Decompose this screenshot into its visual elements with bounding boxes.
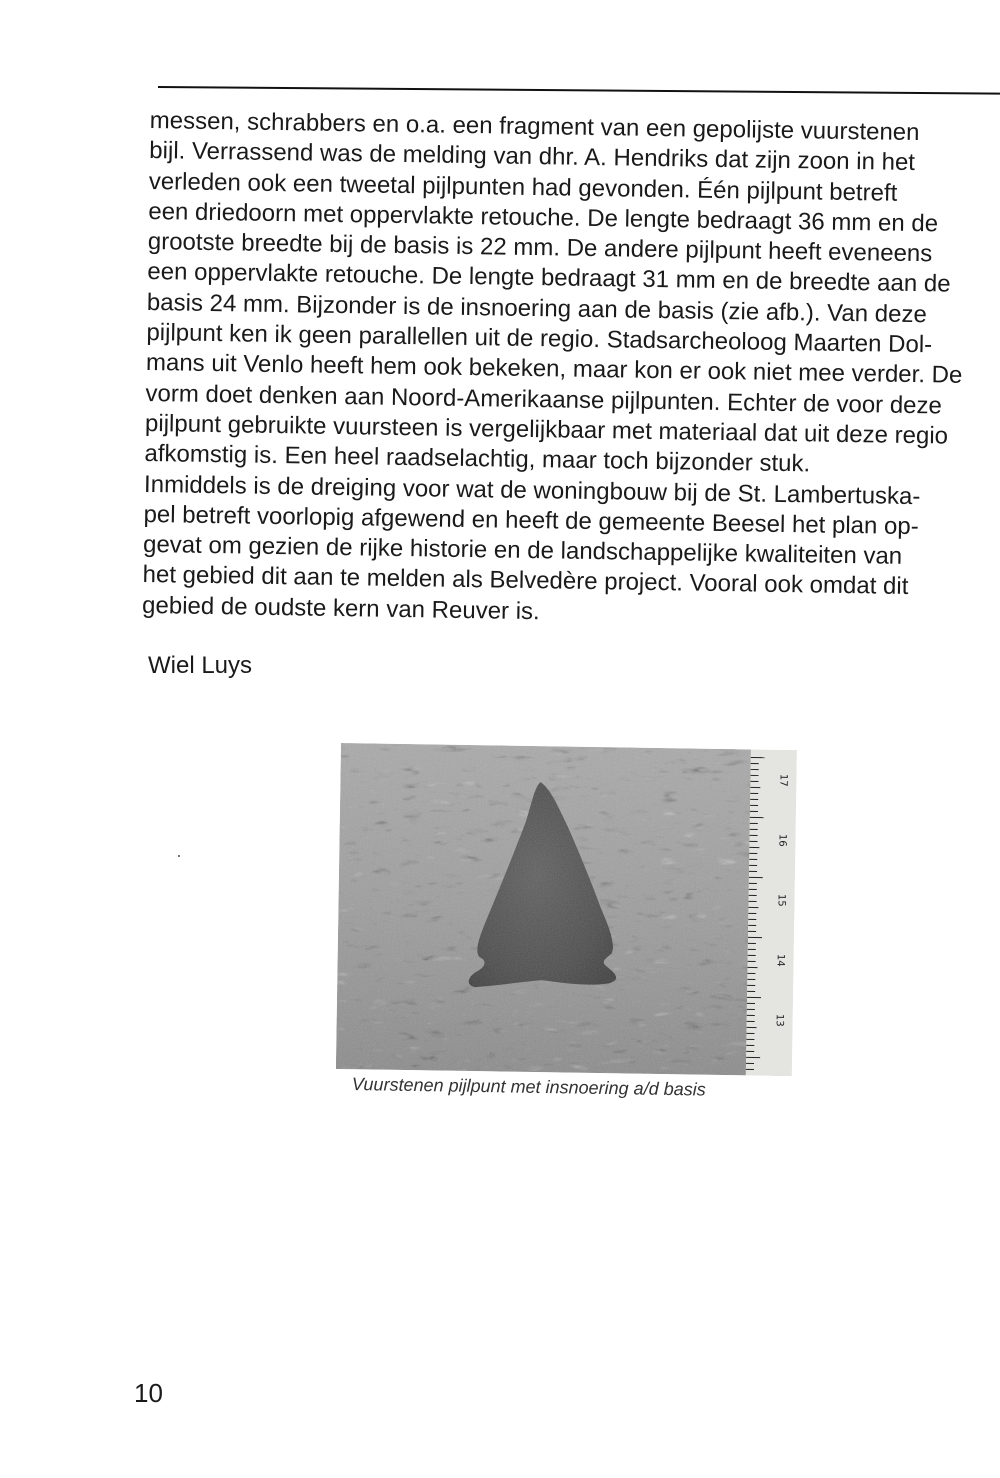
article-line: afkomstig is. Een heel raadselachtig, maar toch bijzonder stuk. [144,440,811,478]
article-line: een oppervlakte retouche. De lengte bedraagt 31 mm en de breedte aan de [147,258,951,299]
article-line: mans uit Venlo heeft hem ook bekeken, maar kon er ook niet mee verder. De [145,349,963,390]
ruler-label: 14 [774,953,786,967]
author-signature: Wiel Luys [148,652,253,679]
header-rule [158,86,1000,95]
article-line: Inmiddels is de dreiging voor wat de woningbouw bij de St. Lambertuska- [143,470,921,510]
ruler-label: 15 [775,893,787,907]
article-line: messen, schrabbers en o.a. een fragment van een gepolijste vuurstenen [149,106,920,147]
ruler-label: 17 [777,773,789,787]
article-line: pijlpunt ken ik geen parallellen uit de regio. Stadsarcheoloog Maarten Dol- [146,319,933,359]
article-body [142,106,1000,635]
article-line: pijlpunt gebruikte vuursteen is vergelijkbaar met materiaal dat uit deze regio [144,409,949,450]
article-line: pel betreft voorlopig afgewend en heeft de gemeente Beesel het plan op- [143,500,919,540]
scan-speck [178,855,180,857]
article-line: basis 24 mm. Bijzonder is de insnoering aan de basis (zie afb.). Van deze [146,288,928,329]
article-line: bijl. Verrassend was de melding van dhr. A. Hendriks dat zijn zoon in het [149,137,916,177]
ruler-label: 13 [773,1013,785,1027]
arrowhead-figure [336,743,797,1076]
arrowhead-photo [336,743,797,1076]
article-line: een driedoorn met oppervlakte retouche. De lengte bedraagt 36 mm en de [148,197,939,238]
figure-caption: Vuurstenen pijlpunt met insnoering a/d basis [351,1074,706,1100]
article-line: vorm doet denken aan Noord-Amerikaanse pijlpunten. Echter de voor deze [145,379,943,420]
article-line: gebied de oudste kern van Reuver is. [141,591,540,625]
ruler-label: 16 [776,833,788,847]
page-number: 10 [134,1378,163,1408]
article-line: gevat om gezien de rijke historie en de landschappelijke kwaliteiten van [142,531,903,571]
article-line: het gebied dit aan te melden als Belvedère project. Vooral ook omdat dit [142,561,909,601]
article-line: grootste breedte bij de basis is 22 mm. De andere pijlpunt heeft eveneens [147,228,933,268]
article-line: verleden ook een tweetal pijlpunten had gevonden. Één pijlpunt betreft [148,167,898,207]
